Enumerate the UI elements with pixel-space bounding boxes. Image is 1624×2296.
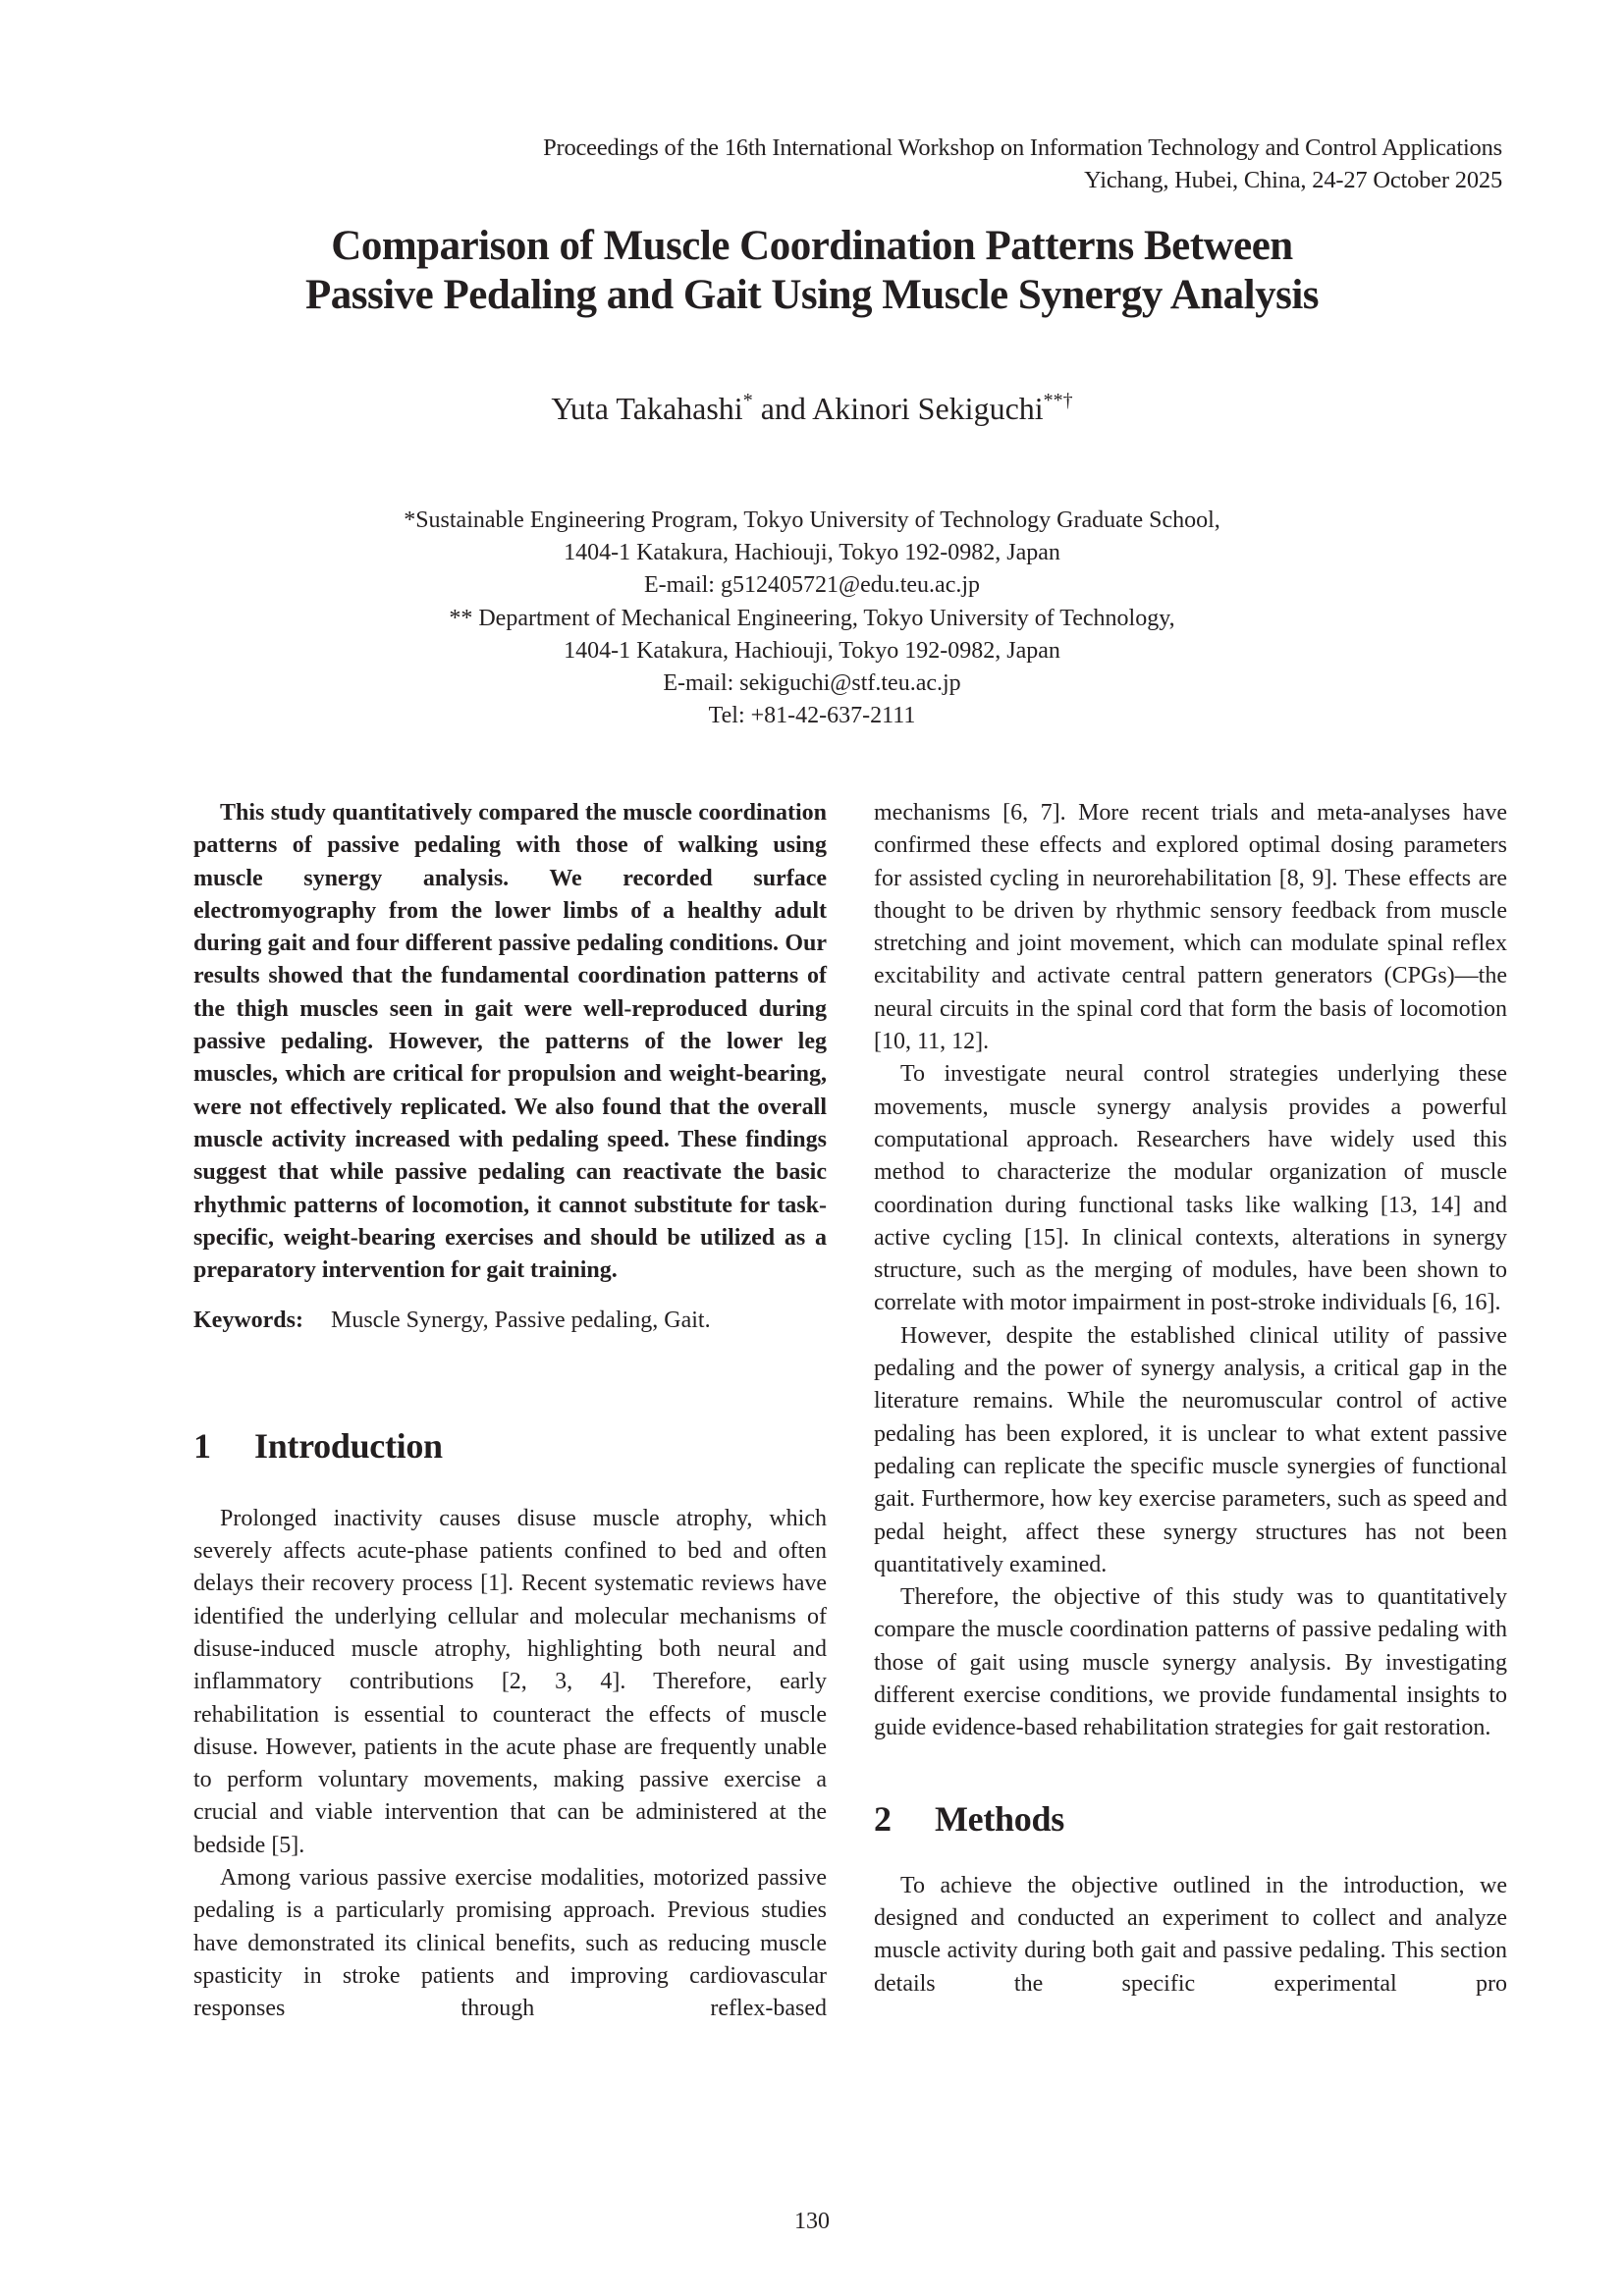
title-line-1: Comparison of Muscle Coordination Patterns Between [331, 223, 1293, 269]
section-number: 2 [874, 1798, 892, 1839]
methods-paragraph-1: To achieve the objective outlined in the introduction, we designed and conducted an experiment to collect and analyze muscle activity during both gait and passive pedaling. This section details the specific experimental pro [874, 1872, 1507, 1997]
section-title: Methods [935, 1798, 1064, 1839]
affiliation-line: 1404-1 Katakura, Hachiouji, Tokyo 192-0982, Japan [564, 540, 1060, 566]
intro-paragraph-2-end: mechanisms [6, 7]. More recent trials and meta-analyses have confirmed these effects and explored optimal dosing parameters for assisted cycling in neurorehabilitation [8, 9]. These effects are thought to be driven by rhythmic sensory feedback from muscle stretching and joint movement, which can modulate spinal reflex excitability and activate central pattern generators (CPGs)—the neural circuits in the spinal cord that form the basis of locomotion [10, 11, 12]. [874, 800, 1507, 1055]
abstract: This study quantitatively compared the muscle coordination patterns of passive pedaling with those of walking using muscle synergy analysis. We recorded surface electromyography from the lower limbs of a healthy adult during gait and four different passive pedaling conditions. Our results showed that the fundamental coordination patterns of the thigh muscles seen in gait were well-reproduced during passive pedaling. However, the patterns of the lower leg muscles, which are critical for propulsion and weight-bearing, were not effectively replicated. We also found that the overall muscle activity increased with pedaling speed. These findings suggest that while passive pedaling can reactivate the basic rhythmic patterns of locomotion, it cannot substitute for task-specific, weight-bearing exercises and should be utilized as a preparatory intervention for gait training. [193, 800, 827, 1284]
intro-paragraph-5: Therefore, the objective of this study was to quantitatively compare the muscle coordination patterns of passive pedaling with those of gait using muscle synergy analysis. By investigating different exercise conditions, we provide fundamental insights to guide evidence-based rehabilitation strategies for gait restoration. [874, 1584, 1507, 1741]
right-column [874, 797, 1507, 2001]
page-number: 130 [794, 2209, 830, 2234]
telephone: Tel: +81-42-637-2111 [708, 703, 916, 729]
intro-paragraph-1: Prolonged inactivity causes disuse muscle atrophy, which severely affects acute-phase patients confined to bed and often delays their recovery process [1]. Recent systematic reviews have identified the underlying cellular and molecular mechanisms of disuse-induced muscle atrophy, highlighting both neural and inflammatory contributions [2, 3, 4]. Therefore, early rehabilitation is essential to counteract the effects of muscle disuse. However, patients in the acute phase are frequently unable to perform voluntary movements, making passive exercise a crucial and viable intervention that can be administered at the bedside [5]. [193, 1505, 827, 1858]
header-line-2: Yichang, Hubei, China, 24-27 October 2025 [1084, 167, 1502, 193]
email-link-author-2[interactable]: E-mail: sekiguchi@stf.teu.ac.jp [663, 670, 961, 697]
affiliation-line: ** Department of Mechanical Engineering, Tokyo University of Technology, [449, 605, 1175, 631]
affiliations [0, 505, 1624, 732]
left-column [193, 797, 827, 2026]
intro-paragraph-3: To investigate neural control strategies underlying these movements, muscle synergy analysis provides a powerful computational approach. Researchers have widely used this method to characterize the modular organization of muscle coordination during functional tasks like walking [13, 14] and active cycling [15]. In clinical contexts, alterations in synergy structure, such as the merging of modules, have been shown to correlate with motor impairment in post-stroke individuals [6, 16]. [874, 1061, 1507, 1316]
author-2-mark: **† [1043, 390, 1073, 411]
email-link-author-1[interactable]: E-mail: g512405721@edu.teu.ac.jp [643, 572, 981, 599]
author-1: Yuta Takahashi [551, 391, 743, 426]
proceedings-header [543, 132, 1502, 196]
author-2: Akinori Sekiguchi [812, 391, 1044, 426]
intro-paragraph-2-start: Among various passive exercise modalities, motorized passive pedaling is a particularly promising approach. Previous studies have demonstrated its clinical benefits, such as reducing muscle spasticity in stroke patients and improving cardiovascular responses through reflex-based [193, 1865, 827, 2022]
section-heading-methods [874, 1797, 1507, 1841]
author-conjunction: and [752, 391, 813, 426]
author-list [0, 389, 1624, 428]
keywords-label: Keywords: [193, 1308, 303, 1334]
section-number: 1 [193, 1425, 211, 1466]
section-title: Introduction [254, 1425, 443, 1466]
keywords [193, 1305, 827, 1337]
affiliation-line: *Sustainable Engineering Program, Tokyo University of Technology Graduate School, [404, 507, 1220, 533]
affiliation-line: 1404-1 Katakura, Hachiouji, Tokyo 192-0982, Japan [564, 637, 1060, 664]
paper-title [0, 222, 1624, 320]
keywords-value: Muscle Synergy, Passive pedaling, Gait. [330, 1308, 711, 1334]
header-line-1: Proceedings of the 16th International Workshop on Information Technology and Control Applications [543, 134, 1502, 161]
author-1-mark: * [742, 390, 753, 411]
section-heading-introduction [193, 1424, 827, 1468]
intro-paragraph-4: However, despite the established clinical utility of passive pedaling and the power of synergy analysis, a critical gap in the literature remains. While the neuromuscular control of active pedaling has been explored, it is unclear to what extent passive pedaling can replicate the specific muscle synergies of functional gait. Furthermore, how key exercise parameters, such as speed and pedal height, affect these synergy structures has not been quantitatively examined. [874, 1322, 1507, 1577]
title-line-2: Passive Pedaling and Gait Using Muscle Synergy Analysis [304, 272, 1320, 318]
